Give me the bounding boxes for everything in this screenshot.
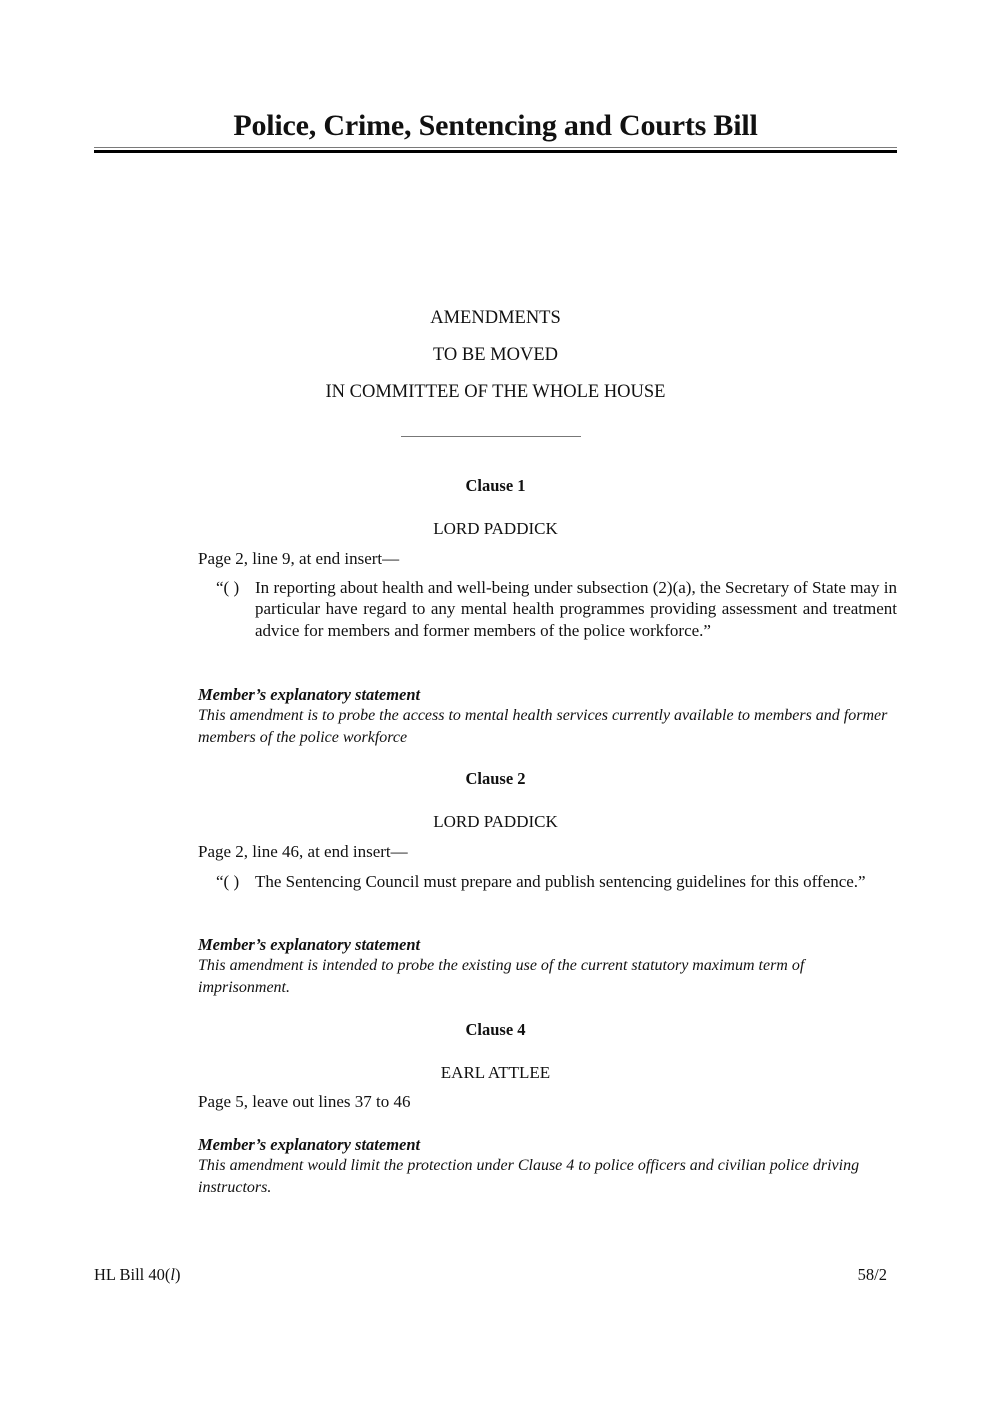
heading-amendments: AMENDMENTS xyxy=(430,308,561,328)
heading-committee: IN COMMITTEE OF THE WHOLE HOUSE xyxy=(325,382,666,402)
heading-to-be-moved: TO BE MOVED xyxy=(432,345,559,365)
explanatory-heading: Member’s explanatory statement xyxy=(198,935,421,954)
explanatory-text: This amendment is intended to probe the existing use of the current statutory maximum term of imprisonment. xyxy=(198,957,805,996)
explanatory-heading: Member’s explanatory statement xyxy=(198,1135,421,1154)
subsection-number: “( ) xyxy=(216,872,240,891)
inserted-text-block xyxy=(216,871,897,892)
inserted-text: The Sentencing Council must prepare and publish sentencing guidelines for this offence.” xyxy=(255,872,866,891)
bill-ref-prefix: HL Bill 40( xyxy=(94,1265,171,1284)
explanatory-text: This amendment would limit the protection under Clause 4 to police officers and civilian police driving instructors. xyxy=(198,1157,860,1196)
inserted-text-block xyxy=(216,577,897,641)
amendment-instruction: Page 2, line 46, at end insert— xyxy=(198,842,408,861)
bill-ref-italic: l xyxy=(170,1265,175,1284)
subsection-number: “( ) xyxy=(216,578,240,597)
page-reference: 58/2 xyxy=(857,1265,887,1284)
bill-ref-suffix: ) xyxy=(174,1265,181,1284)
amendment-instruction: Page 2, line 9, at end insert— xyxy=(198,549,400,568)
bill-title: Police, Crime, Sentencing and Courts Bill xyxy=(233,109,758,142)
explanatory-text: This amendment is to probe the access to mental health services currently available to members and former members of the police workforce xyxy=(198,707,888,746)
clause-heading: Clause 1 xyxy=(465,476,526,495)
title-rule-thin xyxy=(94,147,897,148)
bill-reference xyxy=(94,1264,180,1286)
member-name: EARL ATTLEE xyxy=(440,1063,551,1082)
explanatory-heading: Member’s explanatory statement xyxy=(198,685,421,704)
member-name: LORD PADDICK xyxy=(433,519,558,538)
title-rule-thick xyxy=(94,150,897,153)
clause-heading: Clause 4 xyxy=(465,1020,526,1039)
section-divider xyxy=(401,436,581,437)
clause-heading: Clause 2 xyxy=(465,769,526,788)
inserted-text: In reporting about health and well-being under subsection (2)(a), the Secretary of State may in particular have regard to any mental health programmes providing assessment and treatment advice for members and former members of the police workforce.” xyxy=(255,578,897,640)
amendment-instruction: Page 5, leave out lines 37 to 46 xyxy=(198,1092,411,1111)
member-name: LORD PADDICK xyxy=(433,812,558,831)
